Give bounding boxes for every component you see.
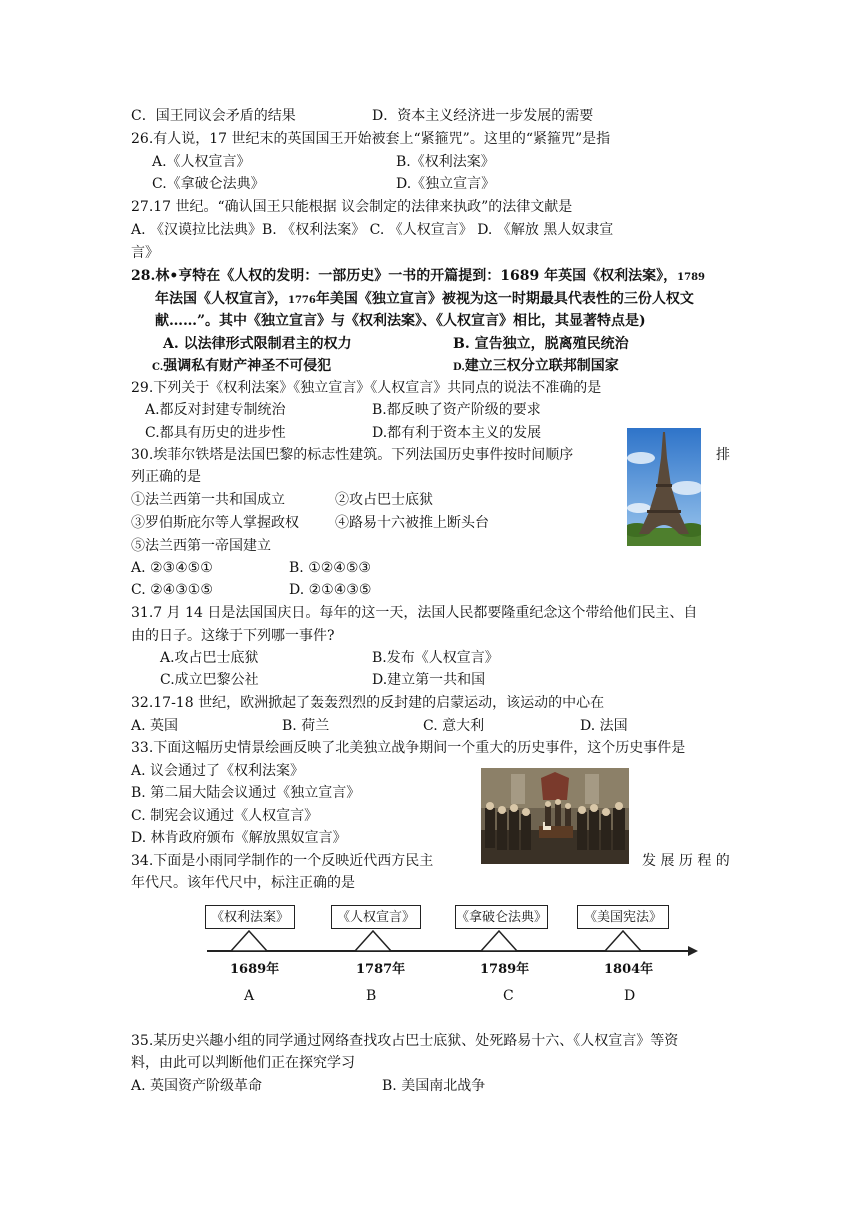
timeline-year-c: 1789年 (480, 962, 530, 977)
q30-event-4: ④路易十六被推上断头台 (335, 515, 489, 531)
q32-option-a: A. 英国 (131, 718, 179, 734)
timeline-marker-c (481, 931, 517, 951)
q26-option-a: A.《人权宣言》 (152, 154, 251, 170)
timeline-year-d: 1804年 (604, 962, 654, 977)
q27-options-cont: 言》 (131, 245, 159, 261)
q30-option-c: C. ②④③①⑤ (131, 582, 213, 598)
q31-option-c: C.成立巴黎公社 (160, 672, 259, 688)
q33-stem: 33.下面这幅历史情景绘画反映了北美独立战争期间一个重大的历史事件，这个历史事件是 (131, 740, 686, 756)
q30-option-a: A. ②③④⑤① (131, 560, 213, 576)
timeline-letter-b: B (366, 988, 377, 1004)
q29-option-b: B.都反映了资产阶级的要求 (372, 402, 541, 418)
q29-option-c: C.都具有历史的进步性 (145, 425, 286, 441)
q30-stem-tail: 排 (716, 447, 730, 463)
q32-stem: 32.17-18 世纪，欧洲掀起了轰轰烈烈的反封建的启蒙运动，该运动的中心在 (131, 695, 605, 711)
q32-option-d: D. 法国 (580, 718, 628, 734)
q28-option-a: A. 以法律形式限制君主的权力 (163, 336, 352, 352)
q30-option-b: B. ①②④⑤③ (289, 560, 371, 576)
timeline-letter-a: A (244, 988, 255, 1004)
q31-line2: 由的日子。这缘于下列哪一事件? (131, 628, 335, 644)
q30-event-3: ③罗伯斯庇尔等人掌握政权 (131, 515, 299, 531)
q28-option-c: C.强调私有财产神圣不可侵犯 (152, 358, 332, 374)
q26-option-c: C.《拿破仑法典》 (152, 176, 265, 192)
timeline-doc-d: 《美国宪法》 (577, 905, 669, 929)
q31-option-b: B.发布《人权宣言》 (372, 650, 499, 666)
q33-option-c: C. 制宪会议通过《人权宣言》 (131, 808, 319, 824)
q28-line1: 28.林•亨特在《人权的发明：一部历史》一书的开篇提到：1689 年英国《权利法案》，1789 (131, 268, 705, 284)
q26-option-d: D.《独立宣言》 (396, 176, 496, 192)
q27-stem: 27.17 世纪。“确认国王只能根据 议会制定的法律来执政”的法律文献是 (131, 199, 573, 215)
q32-option-c: C. 意大利 (423, 718, 485, 734)
q34-line2: 年代尺。该年代尺中，标注正确的是 (131, 875, 355, 891)
q30-option-d: D. ②①④③⑤ (289, 582, 372, 598)
q25-option-d: D．资本主义经济进一步发展的需要 (372, 108, 594, 124)
q35-option-b: B. 美国南北战争 (382, 1078, 486, 1094)
q29-option-d: D.都有利于资本主义的发展 (372, 425, 542, 441)
q28-option-b: B. 宣告独立，脱离殖民统治 (453, 336, 629, 352)
q26-option-b: B.《权利法案》 (396, 154, 495, 170)
q28-line3: 献……”。其中《独立宣言》与《权利法案》、《人权宣言》相比，其显著特点是) (155, 313, 646, 329)
q28-line2: 年法国《人权宣言》，1776年美国《独立宣言》被视为这一时期最具代表性的三份人权文 (155, 291, 694, 307)
timeline-year-b: 1787年 (356, 962, 406, 977)
timeline-doc-c: 《拿破仑法典》 (455, 905, 548, 929)
q31-line1: 31.7 月 14 日是法国国庆日。每年的这一天，法国人民都要隆重纪念这个带给他们民主、自 (131, 605, 698, 621)
q31-option-d: D.建立第一共和国 (372, 672, 486, 688)
timeline-letter-c: C (503, 988, 514, 1004)
q33-option-a: A. 议会通过了《权利法案》 (131, 763, 305, 779)
timeline-letter-d: D (624, 988, 636, 1004)
timeline-doc-a: 《权利法案》 (205, 905, 295, 929)
timeline-year-a: 1689年 (230, 962, 280, 977)
q33-option-d: D. 林肯政府颁布《解放黑奴宣言》 (131, 830, 347, 846)
q30-event-1: ①法兰西第一共和国成立 (131, 492, 285, 508)
timeline-marker-a (231, 931, 267, 951)
q30-stem: 30.埃菲尔铁塔是法国巴黎的标志性建筑。下列法国历史事件按时间顺序 (131, 447, 574, 463)
q35-option-a: A. 英国资产阶级革命 (131, 1078, 263, 1094)
q33-option-b: B. 第二届大陆会议通过《独立宣言》 (131, 785, 361, 801)
q29-option-a: A.都反对封建专制统治 (145, 402, 286, 418)
q35-line2: 料，由此可以判断他们正在探究学习 (131, 1055, 355, 1071)
q34-line1a: 34.下面是小雨同学制作的一个反映近代西方民主 (131, 853, 434, 869)
q30-event-5: ⑤法兰西第一帝国建立 (131, 538, 271, 554)
eiffel-tower-photo (627, 428, 701, 546)
q25-option-c: C．国王同议会矛盾的结果 (131, 108, 296, 124)
q30-line2: 列正确的是 (131, 469, 201, 485)
timeline-marker-d (605, 931, 641, 951)
q27-options: A. 《汉谟拉比法典》B. 《权利法案》 C. 《人权宣言》 D. 《解放 黑人奴隶宣 (131, 222, 614, 238)
q26-stem: 26.有人说，17 世纪末的英国国王开始被套上“紧箍咒”。这里的“紧箍咒”是指 (131, 131, 611, 147)
q34-line1b: 发 展 历 程 的 (642, 853, 730, 869)
q30-event-2: ②攻占巴士底狱 (335, 492, 433, 508)
q29-stem: 29.下列关于《权利法案》《独立宣言》《人权宣言》共同点的说法不准确的是 (131, 380, 602, 396)
q35-line1: 35.某历史兴趣小组的同学通过网络查找攻占巴士底狱、处死路易十六、《人权宣言》等资 (131, 1033, 679, 1049)
timeline-marker-b (355, 931, 391, 951)
timeline-doc-b: 《人权宣言》 (331, 905, 421, 929)
q32-option-b: B. 荷兰 (282, 718, 330, 734)
q28-option-d: D.建立三权分立联邦制国家 (453, 358, 619, 374)
declaration-of-independence-painting (481, 768, 629, 864)
q31-option-a: A.攻占巴士底狱 (160, 650, 259, 666)
